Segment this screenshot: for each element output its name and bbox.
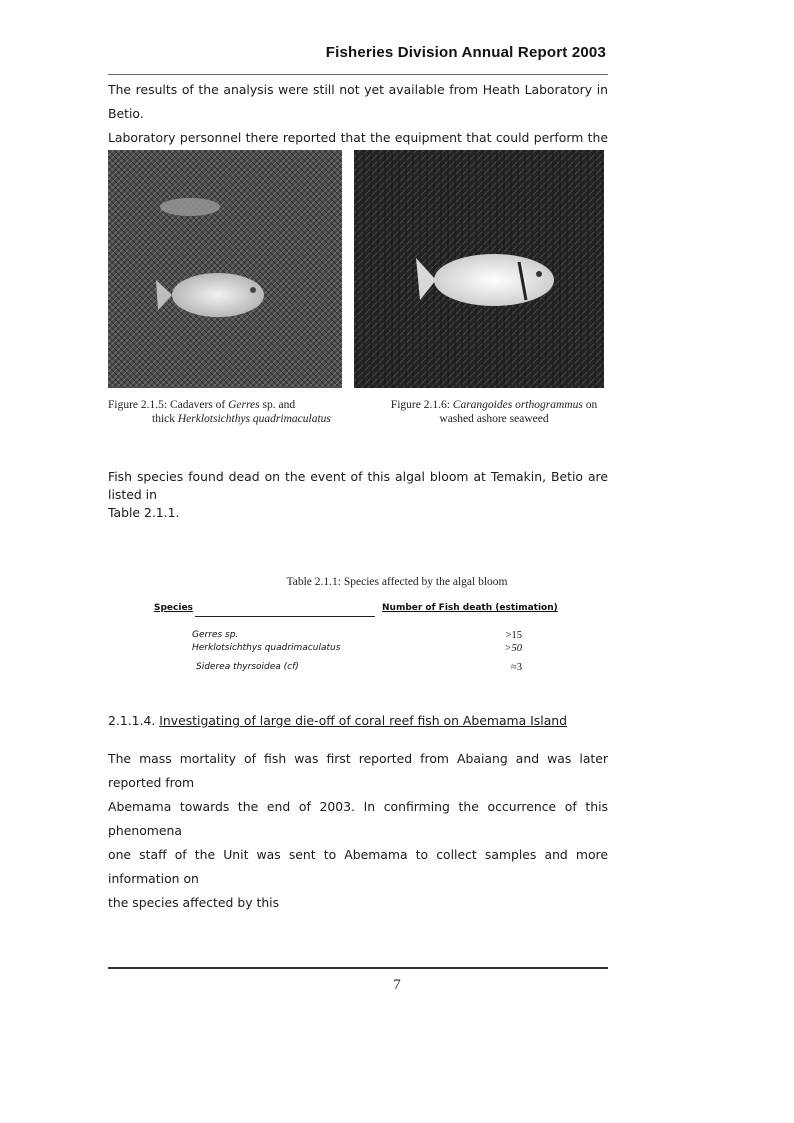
table-header-species: Species [154, 603, 193, 613]
row-count: >50 [504, 643, 522, 654]
species-paragraph [108, 468, 608, 522]
section-heading [108, 713, 567, 728]
row-count: ≈3 [510, 662, 522, 673]
intro-line-1: The results of the analysis were still not yet available from Heath Laboratory in Betio. [108, 82, 608, 121]
section-number: 2.1.1.4. [108, 713, 160, 728]
caption-species-italic: Carangoides orthogrammus [452, 399, 583, 411]
caption-species-italic: Herklotsichthys quadrimaculatus [177, 413, 331, 425]
caption-species-italic: Gerres [228, 399, 260, 411]
row-count: >15 [505, 630, 522, 641]
row-species: Gerres sp. [192, 630, 239, 640]
body-paragraph [108, 747, 608, 915]
table-header-count: Number of Fish death (estimation) [382, 603, 558, 613]
species-line-2: Table 2.1.1. [108, 505, 180, 520]
figure-photo-carangoides [354, 150, 604, 388]
body-line-3: one staff of the Unit was sent to Abemama to collect samples and more information on [108, 847, 608, 886]
figure-photo-gerres [108, 150, 342, 388]
row-species: Herklotsichthys quadrimaculatus [192, 643, 341, 653]
header-rule [108, 74, 608, 75]
footer-rule [108, 967, 608, 969]
body-line-1: The mass mortality of fish was first reported from Abaiang and was later reported from [108, 751, 608, 790]
page-number: 7 [393, 977, 401, 993]
figure-caption-2-1-5: Figure 2.1.5: Cadavers of Gerres sp. and thick Herklotsichthys quadrimaculatus [108, 399, 331, 425]
row-species: Siderea thyrsoidea (cf) [196, 662, 299, 672]
body-line-2: Abemama towards the end of 2003. In confirming the occurrence of this phenomena [108, 799, 608, 838]
intro-line-2: Laboratory personnel there reported that the equipment that could perform the [108, 130, 608, 145]
species-line-1: Fish species found dead on the event of this algal bloom at Temakin, Betio are listed in [108, 469, 608, 502]
page-header-title: Fisheries Division Annual Report 2003 [325, 44, 606, 61]
section-title: Investigating of large die-off of coral reef fish on Abemama Island [159, 713, 568, 728]
figure-caption-2-1-6: Figure 2.1.6: Carangoides orthogrammus on washed ashore seaweed [390, 399, 598, 425]
table-header-rule [195, 616, 375, 617]
body-line-4: the species affected by this [108, 895, 280, 910]
table-caption: Table 2.1.1: Species affected by the algal bloom [286, 576, 508, 588]
